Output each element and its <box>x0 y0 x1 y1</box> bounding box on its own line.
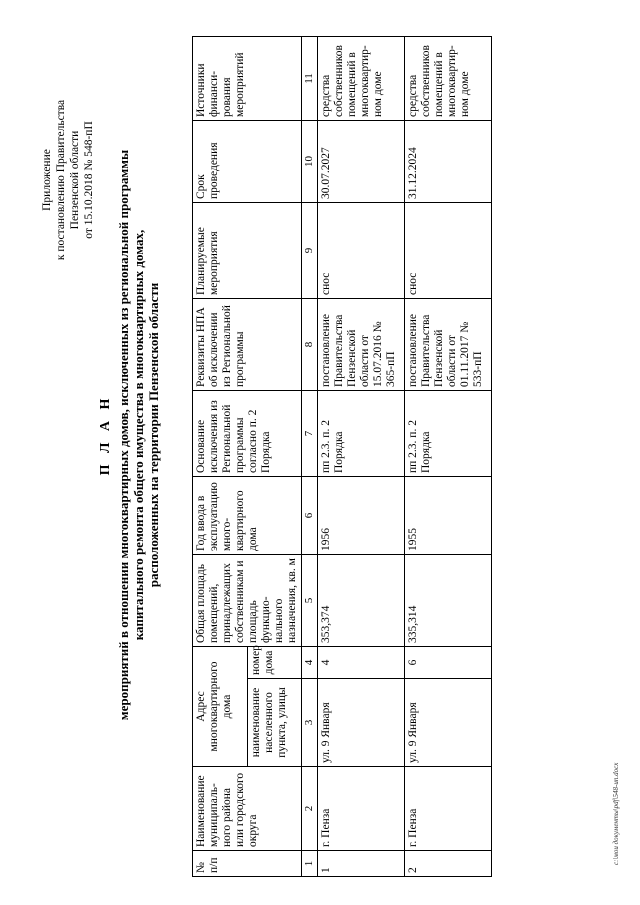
file-path-footer: c:\мои документы\pdf\548-un.docx <box>612 762 620 865</box>
cell-source: средства собственников помещений в многоквартирном доме <box>318 37 405 121</box>
cell-street: ул. 9 Января <box>318 679 405 767</box>
approval-stamp <box>40 55 96 305</box>
cell-area: 353,374 <box>318 555 405 647</box>
column-number: 2 <box>302 767 318 851</box>
column-number: 5 <box>302 555 318 647</box>
header-settlement: наименование населенного пункта, улицы <box>247 679 302 767</box>
cell-year: 1955 <box>405 477 492 555</box>
cell-year: 1956 <box>318 477 405 555</box>
column-number-row <box>302 37 318 877</box>
cell-municipality: г. Пенза <box>318 767 405 851</box>
column-number: 7 <box>302 391 318 477</box>
column-number: 8 <box>302 299 318 391</box>
header-npa: Реквизиты НПА об исключении из Региональной программы <box>193 299 302 391</box>
cell-basis: пп 2.3. п. 2 Порядка <box>405 391 492 477</box>
cell-house: 4 <box>318 647 405 679</box>
cell-num: 2 <box>405 851 492 877</box>
header-planned: Планируемые мероприятия <box>193 203 302 299</box>
table-row <box>405 37 492 877</box>
cell-source: средства собственников помещений в многоквартирном доме <box>405 37 492 121</box>
header-area: Общая площадь помещений, принадлежащих собственникам и площадь функционального назначения, кв. м <box>193 555 302 647</box>
column-number: 6 <box>302 477 318 555</box>
cell-area: 335,314 <box>405 555 492 647</box>
cell-npa: постановление Правительства Пензенской области от 15.07.2016 № 365-пП <box>318 299 405 391</box>
cell-term: 31.12.2024 <box>405 121 492 203</box>
header-row <box>193 37 248 877</box>
table-row <box>318 37 405 877</box>
header-house: номер дома <box>247 647 302 679</box>
title-line: мероприятий в отношении многоквартирных домов, исключенных из региональной программы <box>116 149 131 721</box>
approval-line: Приложение <box>41 149 53 211</box>
cell-house: 6 <box>405 647 492 679</box>
header-source: Источники финансирования мероприятий <box>193 37 302 121</box>
header-term: Срок проведения <box>193 121 302 203</box>
cell-num: 1 <box>318 851 405 877</box>
cell-street: ул. 9 Января <box>405 679 492 767</box>
header-address: Адрес многоквартирного дома <box>193 647 248 767</box>
column-number: 1 <box>302 851 318 877</box>
plan-table <box>192 36 492 877</box>
column-number: 3 <box>302 679 318 767</box>
header-year: Год ввода в эксплуатацию многоквартирного дома <box>193 477 302 555</box>
cell-npa: постановление Правительства Пензенской области от 01.11.2017 № 533-пП <box>405 299 492 391</box>
column-number: 11 <box>302 37 318 121</box>
cell-basis: пп 2.3. п. 2 Порядка <box>318 391 405 477</box>
cell-planned: снос <box>405 203 492 299</box>
cell-municipality: г. Пенза <box>405 767 492 851</box>
approval-line: от 15.10.2018 № 548-пП <box>83 121 95 239</box>
column-number: 10 <box>302 121 318 203</box>
document-title <box>98 55 161 815</box>
approval-line: Пензенской области <box>69 130 81 230</box>
column-number: 9 <box>302 203 318 299</box>
approval-line: к постановлению Правительства <box>55 99 67 261</box>
title-line: капитального ремонта общего имущества в многоквартирных домах, <box>131 229 146 641</box>
cell-term: 30.07.2027 <box>318 121 405 203</box>
header-num: № п/п <box>193 851 302 877</box>
column-number: 4 <box>302 647 318 679</box>
header-municipality: Наименование муниципального района или городского округа <box>193 767 302 851</box>
title-line: расположенных на территории Пензенской области <box>146 282 161 588</box>
cell-planned: снос <box>318 203 405 299</box>
header-basis: Основание исключения из Региональной программы согласно п. 2 Порядка <box>193 391 302 477</box>
title-heading: П Л А Н <box>98 394 113 476</box>
